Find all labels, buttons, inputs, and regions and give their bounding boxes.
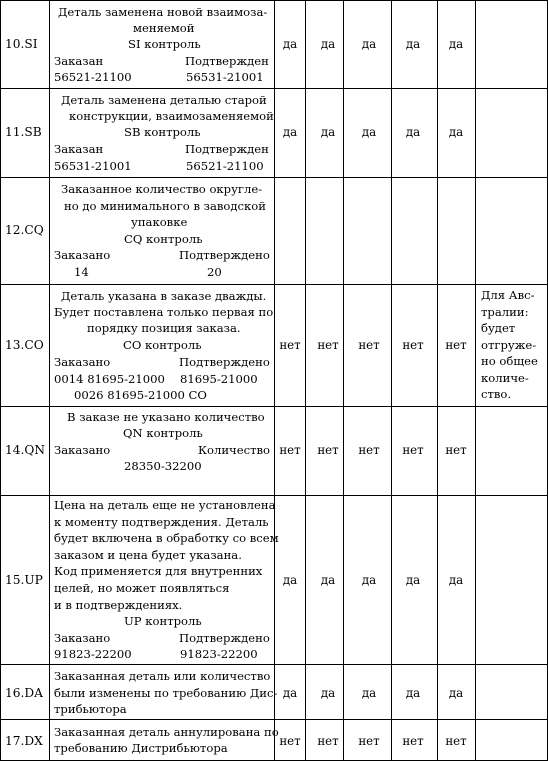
description-line: трибьютора — [54, 702, 127, 716]
confirmed-value: 91823-22200 — [180, 647, 258, 661]
part-value: 28350-32200 — [124, 459, 202, 473]
mark-cell: нет — [402, 734, 424, 748]
description-line: Заказанная деталь аннулирована по — [54, 725, 279, 739]
description-line: порядку позиция заказа. — [87, 321, 241, 335]
mark-cell: нет — [358, 338, 380, 352]
description-line: Код применяется для внутренних — [54, 564, 263, 578]
control-label: CQ контроль — [124, 232, 203, 246]
description-line: к моменту подтверждения. Деталь — [54, 515, 269, 529]
column-divider — [437, 0, 438, 761]
mark-cell: да — [405, 37, 421, 51]
description-line: Деталь заменена деталью старой — [61, 93, 267, 107]
column-divider — [0, 0, 1, 761]
mark-cell: да — [448, 125, 464, 139]
mark-cell: нет — [358, 734, 380, 748]
ordered-label: Заказано — [54, 443, 111, 457]
description-line: Деталь указана в заказе дважды. — [61, 289, 267, 303]
note-line: ство. — [481, 387, 512, 401]
ordered-value: 56521-21100 — [54, 70, 132, 84]
control-label: CO контроль — [123, 338, 202, 352]
column-divider — [475, 0, 476, 761]
note-line: но общее — [481, 354, 538, 368]
mark-cell: да — [448, 573, 464, 587]
column-divider — [343, 0, 344, 761]
ordered-value: 14 — [74, 265, 89, 279]
description-line: упаковке — [131, 215, 188, 229]
description-line: и в подтверждениях. — [54, 598, 183, 612]
description-line: Заказанное количество округле- — [61, 182, 263, 196]
row-code: 12.CQ — [5, 223, 44, 237]
control-label: UP контроль — [124, 614, 202, 628]
description-line: требованию Дистрибьютора — [54, 741, 228, 755]
row-code: 10.SI — [5, 37, 38, 51]
mark-cell: нет — [402, 443, 424, 457]
mark-cell: да — [282, 125, 298, 139]
confirmed-value: 56531-21001 — [186, 70, 264, 84]
mark-cell: да — [361, 573, 377, 587]
row-code: 13.CO — [5, 338, 44, 352]
ordered-value: 91823-22200 — [54, 647, 132, 661]
note-line: будет — [481, 321, 516, 335]
column-divider — [305, 0, 306, 761]
column-divider — [49, 0, 50, 761]
ordered-label: Заказан — [54, 54, 104, 68]
confirmed-value: 81695-21000 — [180, 372, 258, 386]
mark-cell: да — [320, 125, 336, 139]
mark-cell: нет — [445, 443, 467, 457]
mark-cell: да — [282, 37, 298, 51]
ordered-label: Заказано — [54, 248, 111, 262]
row-code: 16.DA — [5, 686, 43, 700]
mark-cell: да — [320, 573, 336, 587]
mark-cell: нет — [358, 443, 380, 457]
confirmed-label: Подтверждено — [179, 631, 270, 645]
mark-cell: нет — [317, 734, 339, 748]
description-line: будет включена в обработку со всем — [54, 531, 279, 545]
description-line: конструкции, взаимозаменяемой — [69, 109, 274, 123]
mark-cell: да — [361, 686, 377, 700]
column-divider — [391, 0, 392, 761]
column-divider — [274, 0, 275, 761]
row-code: 14.QN — [5, 443, 46, 457]
mark-cell: да — [448, 37, 464, 51]
mark-cell: да — [405, 686, 421, 700]
control-label: SB контроль — [124, 125, 201, 139]
description-line: Цена на деталь еще не установлена — [54, 498, 276, 512]
confirmed-value: 56521-21100 — [186, 159, 264, 173]
note-line: тралии: — [481, 305, 529, 319]
control-label: SI контроль — [128, 37, 201, 51]
mark-cell: да — [361, 37, 377, 51]
mark-cell: нет — [402, 338, 424, 352]
row-code: 15.UP — [5, 573, 43, 587]
mark-cell: да — [361, 125, 377, 139]
ordered-value: 0026 81695-21000 CO — [74, 388, 207, 402]
control-label: QN контроль — [123, 426, 203, 440]
mark-cell: нет — [445, 338, 467, 352]
mark-cell: да — [320, 686, 336, 700]
confirmed-value: 20 — [207, 265, 222, 279]
row-code: 11.SB — [5, 125, 42, 139]
ordered-label: Заказано — [54, 631, 111, 645]
description-line: заказом и цена будет указана. — [54, 548, 242, 562]
note-line: отгруже- — [481, 338, 537, 352]
ordered-value: 0014 81695-21000 — [54, 372, 165, 386]
mark-cell: да — [282, 573, 298, 587]
confirmed-label: Подтверждено — [179, 248, 270, 262]
row-code: 17.DX — [5, 734, 43, 748]
mark-cell: да — [405, 125, 421, 139]
description-line: меняемой — [133, 21, 195, 35]
confirmed-label: Подтвержден — [185, 142, 269, 156]
confirmed-label: Подтвержден — [185, 54, 269, 68]
description-line: были изменены по требованию Дис- — [54, 686, 278, 700]
mark-cell: нет — [279, 443, 301, 457]
mark-cell: да — [448, 686, 464, 700]
mark-cell: нет — [445, 734, 467, 748]
mark-cell: да — [405, 573, 421, 587]
mark-cell: да — [282, 686, 298, 700]
mark-cell: нет — [279, 734, 301, 748]
quantity-label: Количество — [198, 443, 270, 457]
mark-cell: да — [320, 37, 336, 51]
description-line: целей, но может появляться — [54, 581, 230, 595]
note-line: количе- — [481, 371, 529, 385]
confirmed-label: Подтверждено — [179, 355, 270, 369]
description-line: но до минимального в заводской — [64, 199, 266, 213]
note-line: Для Авс- — [481, 288, 535, 302]
description-line: Будет поставлена только первая по — [54, 305, 274, 319]
mark-cell: нет — [317, 443, 339, 457]
description-line: Заказанная деталь или количество — [54, 669, 271, 683]
ordered-label: Заказано — [54, 355, 111, 369]
ordered-value: 56531-21001 — [54, 159, 132, 173]
description-line: В заказе не указано количество — [67, 410, 265, 424]
ordered-label: Заказан — [54, 142, 104, 156]
description-line: Деталь заменена новой взаимоза- — [58, 5, 268, 19]
mark-cell: нет — [317, 338, 339, 352]
mark-cell: нет — [279, 338, 301, 352]
